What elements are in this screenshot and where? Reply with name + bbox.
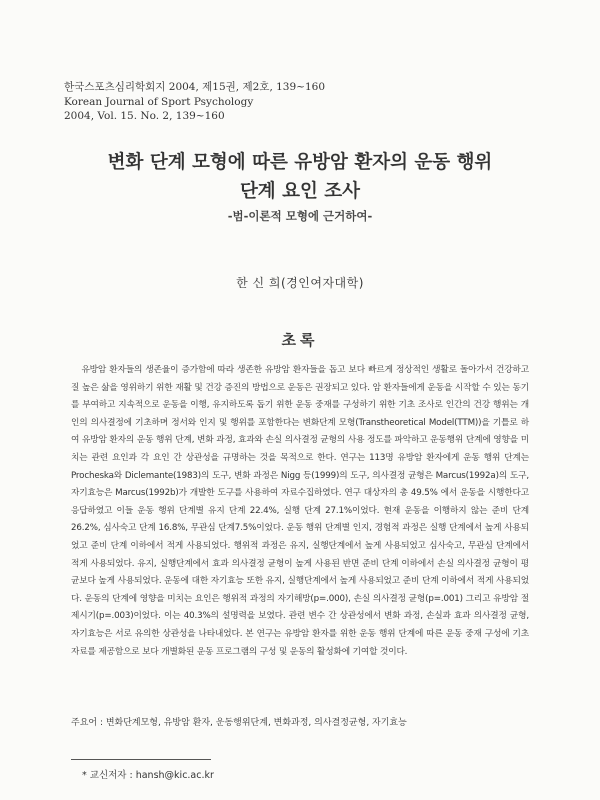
- corresponding-author-footnote: * 교신저자 : hansh@kic.ac.kr: [82, 770, 214, 781]
- journal-header: [64, 80, 325, 124]
- abstract-body: 유방암 환자들의 생존율이 증가함에 따라 생존한 유방암 환자들을 돕고 보다 빠르게 정상적인 생활로 돌아가서 건강하고 질 높은 삶을 영위하기 위한 재활 및 건강 증진의 방법으로 운동은 권장되고 있다. 암 환자들에게 운동을 시작할 수 있는 동기를 부여하고 지속적으로 운동을 이행, 유지하도록 돕기 위한 운동 중재를 구성하기 위한 기초 조사로 인간의 건강 행위는 개인의 의사결정에 기초하며 정서와 인지 및 행위를 포함한다는 변화단계 모형(Transtheoretical Model(TTM))을 기틀로 하여 유방암 환자의 운동 행위 단계, 변화 과정, 효과와 손실 의사결정 균형의 사용 정도를 파악하고 운동행위 단계에 영향을 미치는 관련 요인과 각 요인 간 상관성을 규명하는 것을 목적으로 한다. 연구는 113명 유방암 환자에게 운동 행위 단계는 Procheska와 Diclemante(1983)의 도구, 변화 과정은 Nigg 등(1999)의 도구, 의사결정 균형은 Marcus(1992a)의 도구, 자기효능은 Marcus(1992b)가 개발한 도구를 사용하여 자료수집하였다. 연구 대상자의 총 49.5% 에서 운동을 시행한다고 응답하였고 이들 운동 행위 단계별 유지 단계 22.4%, 실행 단계 27.1%이었다. 현재 운동을 이행하지 않는 준비 단계 26.2%, 심사숙고 단계 16.8%, 무관심 단계7.5%이었다. 운동 행위 단계별 인지, 경험적 과정은 실행 단계에서 높게 사용되었고 준비 단계 이하에서 적게 사용되었다. 행위적 과정은 유지, 실행단계에서 높게 사용되었고 심사숙고, 무관심 단계에서 적게 사용되었다. 유지, 실행단계에서 효과 의사결정 균형이 높게 사용된 반면 준비 단계 이하에서 손실 의사결정 균형이 평균보다 높게 사용되었다. 운동에 대한 자기효능 또한 유지, 실행단계에서 높게 사용되었고 준비 단계 이하에서 적게 사용되었다. 운동의 단계에 영향을 미치는 요인은 행위적 과정의 자기해방(p=.000), 손실 의사결정 균형(p=.001) 그리고 유방암 절제시기(p=.003)이었다. 이는 40.3%의 설명력을 보였다. 관련 변수 간 상관성에서 변화 과정, 손실과 효과 의사결정 균형, 자기효능은 서로 유의한 상관성을 나타내었다. 본 연구는 유방암 환자를 위한 운동 행위 단계에 따른 운동 중재 구성에 기초 자료를 제공함으로 보다 개별화된 운동 프로그램의 구성 및 운동의 활성화에 기여할 것이다.: [71, 365, 529, 657]
- journal-english-citation: 2004, Vol. 15. No. 2, 139~160: [64, 110, 225, 122]
- abstract-heading: 초록: [281, 331, 319, 349]
- paper-subtitle: -범-이론적 모형에 근거하여-: [227, 209, 373, 223]
- author-affiliation: 한 신 희(경인여자대학): [236, 276, 364, 290]
- keywords: 주요어 : 변화단계모형, 유방암 환자, 운동행위단계, 변화과정, 의사결정균형, 자기효능: [71, 718, 407, 728]
- journal-korean-citation: 한국스포츠심리학회지 2004, 제15권, 제2호, 139~160: [64, 81, 326, 93]
- journal-english-name: Korean Journal of Sport Psychology: [64, 95, 254, 108]
- paper-title: [0, 148, 600, 206]
- paper-title-line-1: 변화 단계 모형에 따른 유방암 환자의 운동 행위: [107, 152, 493, 173]
- footnote-divider: [71, 759, 211, 760]
- paper-title-line-2: 단계 요인 조사: [239, 181, 361, 202]
